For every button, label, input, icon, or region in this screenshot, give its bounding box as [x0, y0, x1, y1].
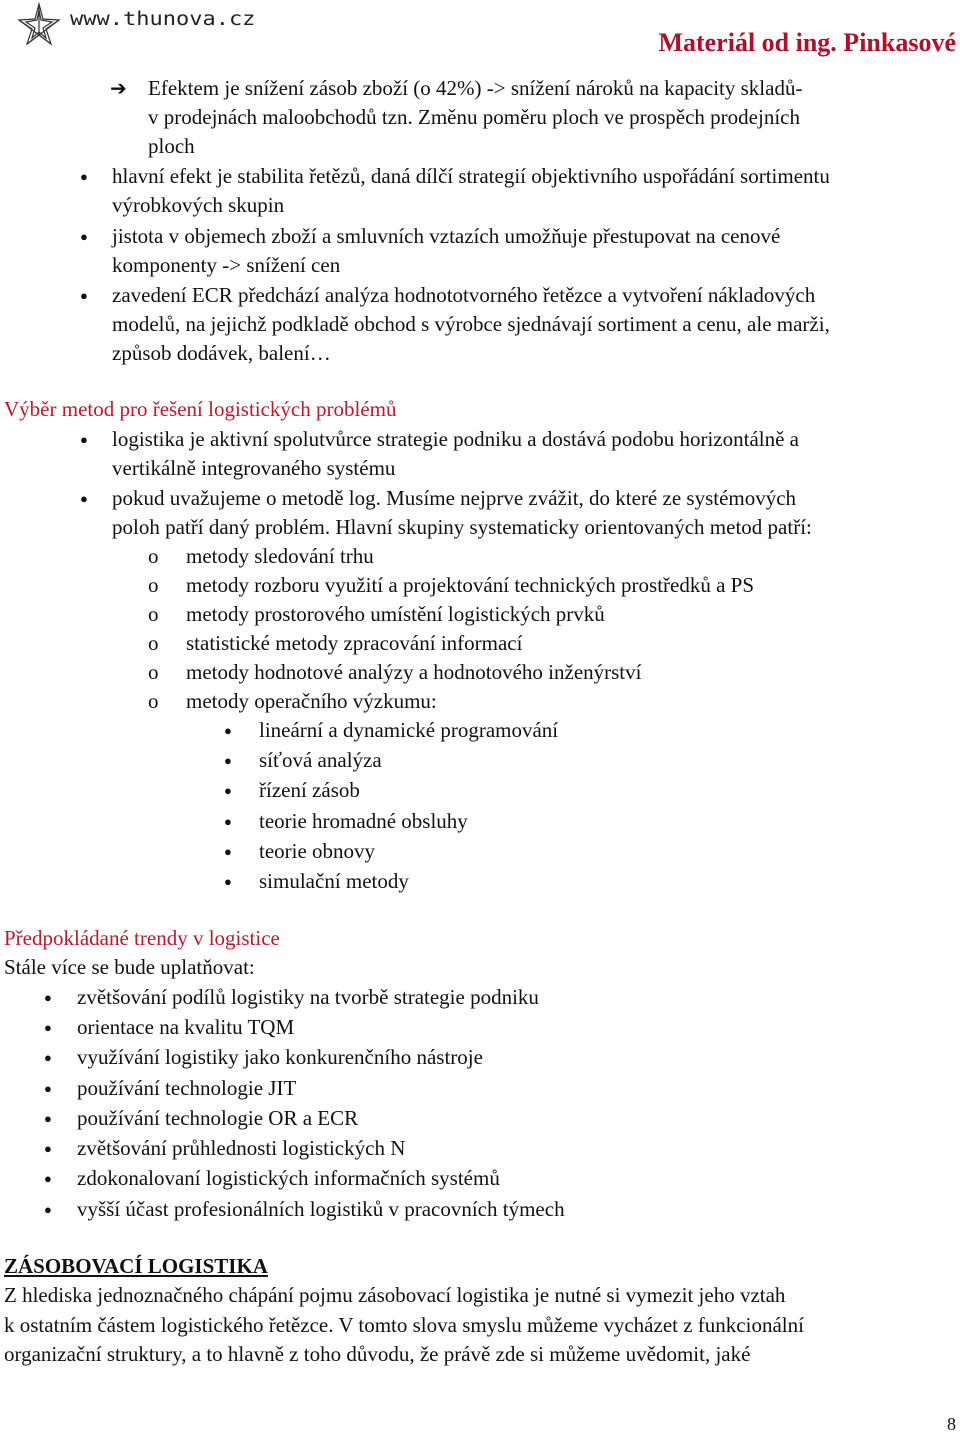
bullet-icon: ● [44, 990, 52, 1005]
bullet-icon: ● [224, 723, 232, 738]
supply-paragraph-line-2: k ostatním částem logistického řetězce. V tomto slova smyslu můžeme vycházet z funkcionální [4, 1313, 804, 1337]
intro-bullet-1-line-1: hlavní efekt je stabilita řetězů, daná dílčí strategií objektivního uspořádání sortimentu [112, 164, 830, 188]
method-item: metody operačního výzkumu: [186, 689, 437, 713]
bullet-icon: ● [44, 1111, 52, 1126]
methods-heading: Výběr metod pro řešení logistických problémů [4, 397, 397, 421]
trend-item: používání technologie JIT [77, 1076, 297, 1100]
method-item: metody prostorového umístění logistických prvků [186, 602, 605, 626]
bullet-icon: ● [44, 1081, 52, 1096]
research-item: simulační metody [259, 869, 409, 893]
intro-bullet-3-line-3: způsob dodávek, balení… [112, 341, 331, 365]
method-item: statistické metody zpracování informací [186, 631, 523, 655]
bullet-icon: ● [224, 844, 232, 859]
bullet-icon: ● [44, 1020, 52, 1035]
method-item: metody hodnotové analýzy a hodnotového inženýrství [186, 660, 642, 684]
bullet-icon: ● [44, 1050, 52, 1065]
supply-paragraph-line-3: organizační struktury, a to hlavně z toho důvodu, že právě zde si můžeme uvědomit, jaké [4, 1342, 751, 1366]
trend-item: používání technologie OR a ECR [77, 1106, 359, 1130]
intro-bullet-2-line-1: jistota v objemech zboží a smluvních vztazích umožňuje přestupovat na cenové [112, 224, 781, 248]
bullet-icon: ● [44, 1141, 52, 1156]
trend-item: zvětšování průhlednosti logistických N [77, 1136, 406, 1160]
bullet-icon: ● [80, 169, 88, 184]
bullet-icon: ● [44, 1171, 52, 1186]
bullet-icon: ● [224, 814, 232, 829]
arrow-icon: ➔ [110, 76, 127, 100]
trend-item: zdokonalovaní logistických informačních systémů [77, 1166, 500, 1190]
bullet-icon: ● [80, 288, 88, 303]
intro-bullet-1-line-2: výrobkových skupin [112, 193, 285, 217]
bullet-icon: ● [80, 432, 88, 447]
methods-bullet-2-line-1: pokud uvažujeme o metodě log. Musíme nejprve zvážit, do které ze systémových [112, 486, 797, 510]
circle-bullet-marker: o [148, 602, 159, 626]
methods-bullet-1-line-1: logistika je aktivní spolutvůrce strategie podniku a dostává podobu horizontálně a [112, 427, 800, 451]
intro-arrow-line-1: Efektem je snížení zásob zboží (o 42%) -> snížení nároků na kapacity skladů- [148, 76, 803, 100]
circle-bullet-marker: o [148, 689, 159, 713]
research-item: teorie hromadné obsluhy [259, 809, 468, 833]
page-number: 8 [947, 1414, 956, 1434]
intro-bullet-2-line-2: komponenty -> snížení cen [112, 253, 341, 277]
trend-item: zvětšování podílů logistiky na tvorbě strategie podniku [77, 985, 539, 1009]
method-item: metody sledování trhu [186, 544, 374, 568]
circle-bullet-marker: o [148, 631, 159, 655]
bullet-icon: ● [80, 491, 88, 506]
author-header: Materiál od ing. Pinkasové [658, 28, 956, 57]
intro-bullet-3-line-1: zavedení ECR předchází analýza hodnototvorného řetězce a vytvoření nákladových [112, 283, 816, 307]
supply-paragraph-line-1: Z hlediska jednoznačného chápání pojmu zásobovací logistika je nutné si vymezit jeho vztah [4, 1283, 786, 1307]
bullet-icon: ● [224, 874, 232, 889]
research-item: řízení zásob [259, 778, 360, 802]
bullet-icon: ● [224, 753, 232, 768]
circle-bullet-marker: o [148, 544, 159, 568]
bullet-icon: ● [44, 1202, 52, 1217]
bullet-icon: ● [224, 783, 232, 798]
star-logo-icon [14, 0, 64, 48]
trends-heading: Předpokládané trendy v logistice [4, 926, 280, 950]
research-item: teorie obnovy [259, 839, 376, 863]
methods-bullet-1-line-2: vertikálně integrovaného systému [112, 456, 396, 480]
research-item: síťová analýza [259, 748, 382, 772]
trend-item: orientace na kvalitu TQM [77, 1015, 295, 1039]
intro-arrow-line-3: ploch [148, 134, 195, 158]
bullet-icon: ● [80, 229, 88, 244]
trend-item: využívání logistiky jako konkurenčního nástroje [77, 1045, 483, 1069]
site-logo [14, 0, 274, 50]
method-item: metody rozboru využití a projektování technických prostředků a PS [186, 573, 755, 597]
intro-arrow-line-2: v prodejnách maloobchodů tzn. Změnu poměru ploch ve prospěch prodejních [148, 105, 800, 129]
trends-intro: Stále více se bude uplatňovat: [4, 955, 255, 979]
supply-heading: ZÁSOBOVACÍ LOGISTIKA [4, 1254, 268, 1278]
intro-bullet-3-line-2: modelů, na jejichž podkladě obchod s výrobce sjednávají sortiment a cenu, ale marži, [112, 312, 830, 336]
circle-bullet-marker: o [148, 573, 159, 597]
logo-text: www.thunova.cz [70, 9, 256, 31]
circle-bullet-marker: o [148, 660, 159, 684]
trend-item: vyšší účast profesionálních logistiků v pracovních týmech [77, 1197, 565, 1221]
research-item: lineární a dynamické programování [259, 718, 559, 742]
methods-bullet-2-line-2: poloh patří daný problém. Hlavní skupiny systematicky orientovaných metod patří: [112, 515, 812, 539]
